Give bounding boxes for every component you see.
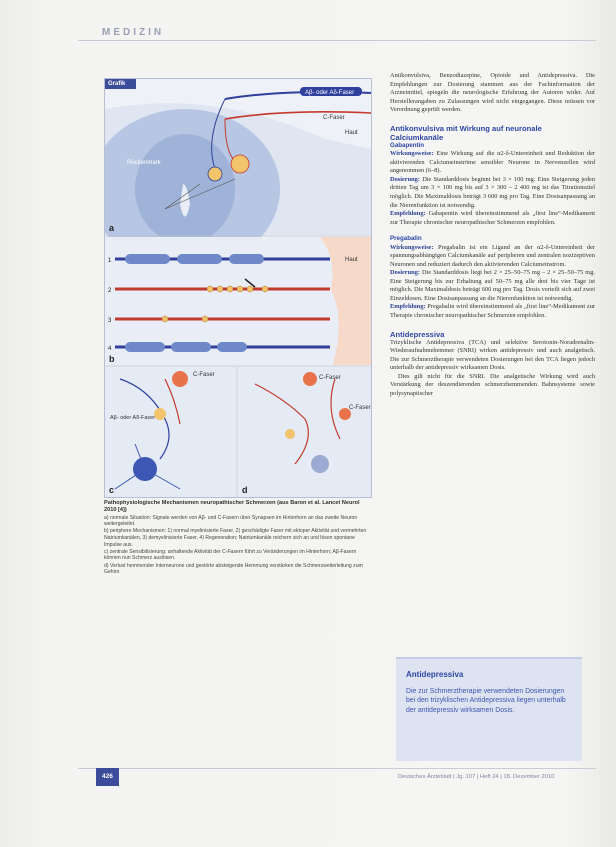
label-skin: Haut [345, 130, 358, 136]
caption-item: c) zentrale Sensibilisierung: anhaltende Aktivität der C-Fasern führt zu Veränderungen im Hinterhorn; Aβ-Fasern können nun Schmerz auslösen. [104, 548, 357, 562]
label-spinal-cord: Rückenmark [127, 160, 161, 166]
label-fiber-top: Aβ- oder Aδ-Faser [305, 90, 355, 96]
label-c-fiber-c: C-Faser [193, 372, 215, 378]
page-footer [96, 768, 596, 786]
heading-antikonvulsiva: Antikonvulsiva mit Wirkung auf neuronale Calciumkanäle [390, 123, 542, 142]
label-c-fiber: C-Faser [323, 115, 345, 121]
figure-illustration [105, 79, 371, 497]
gabapentin-mechanism: Wirkungsweise: Eine Wirkung auf die α2-δ-Untereinheit und Reduktion der aktivierenden Calciumeinströme sensibler Neurone in Nervenzellen wird angenommen (6–8). [390, 150, 595, 175]
article-column [390, 72, 595, 398]
caption-title: Pathophysiologische Mechanismen neuropathischer Schmerzen (aus Baron et al. Lancet Neurol 2010 [4]) [104, 500, 360, 513]
figure-panel [104, 78, 372, 498]
panel-label-d: d [242, 485, 248, 495]
row-label-2: 2 [108, 288, 112, 294]
panel-label-a: a [109, 223, 115, 233]
pregabalin-recommendation: Empfehlung: Pregabalin wird übereinstimmend als „first line“-Medikament zur Therapie chronischer neuropathischer Schmerzen empfohlen. [390, 303, 595, 320]
pregabalin-dosage: Dosierung: Die Standarddosis liegt bei 2 × 25–50–75 mg – 2 × 25–50–75 mg. Eine Steigerung bis zur Erhaltung auf 50–75 mg alle drei bis vier Tage ist möglich. Die Maximaldosis beträgt 600 mg pro Tag. Dosis verteilt sich auf zwei Einzeldosen. Eine Dosisanpassung an die Nierenfunktion ist notwendig. [390, 269, 595, 302]
figure-caption [104, 500, 372, 576]
label-skin-b: Haut [345, 257, 358, 263]
antidepressiva-paragraph-1: Trizyklische Antidepressiva (TCA) und selektive Serotonin-Noradrenalin-Wiederaufnahmehemmer (SNRI) wirken antidepressiv und auch analgetisch. Die zur Schmerztherapie verwendeten Dosierungen bei den TCA liegen jedoch unterhalb der antidepressiv wirksamen Dosis. [390, 338, 595, 372]
figure-tag: Grafik [105, 79, 136, 89]
row-label-3: 3 [108, 318, 112, 324]
label-c-fiber-d2: C-Faser [349, 405, 371, 411]
label-c-fiber-d1: C-Faser [319, 375, 341, 381]
caption-item: a) normale Situation: Signale werden von Aβ- und C-Fasern über Synapsen im Hinterhorn an das zweite Neuron weitergeleitet. [104, 514, 358, 528]
infobox-title: Antidepressiva [406, 670, 464, 679]
pregabalin-mechanism: Wirkungsweise: Pregabalin ist ein Ligand an der α2-δ-Untereinheit der spannungsabhängigen Calciumkanäle auf peripheren und zentralen nozizeptiven Neuronen und reduziert dadurch den aktivierenden Calciumeinstrom. [390, 243, 595, 268]
row-label-1: 1 [108, 258, 112, 264]
infobox-body: Die zur Schmerztherapie verwendeten Dosierungen bei den trizyklischen Antidepressiva liegen unterhalb der antidepressiv wirksamen Dosis. [406, 688, 566, 714]
panel-label-b: b [109, 354, 115, 364]
antidepressiva-paragraph-2: Dies gilt nicht für die SNRI. Die analgetische Wirkung wird auch Verstärkung der deszendierenden schmerzhemmenden Bahnsysteme sowie polysynaptischer [390, 372, 595, 397]
subheading-pregabalin: Pregabalin [390, 235, 422, 243]
label-ab-fiber-c: Aβ- oder Aδ-Faser [110, 415, 156, 421]
caption-item: d) Verlust hemmender Interneurone und gestörte absteigende Hemmung verstärken die Schmerzweiterleitung zum Gehirn. [104, 562, 363, 576]
panel-label-c: c [109, 485, 115, 495]
heading-antidepressiva: Antidepressiva [390, 329, 445, 339]
row-label-4: 4 [108, 346, 112, 352]
infobox [396, 657, 582, 761]
journal-info: Deutsches Ärzteblatt | Jg. 107 | Heft 24 | 18. Dezember 2010 [398, 774, 555, 780]
page-number: 426 [96, 768, 119, 786]
section-label: MEDIZIN [102, 27, 165, 38]
caption-item: b) periphere Mechanismen: 1) normal myelinisierte Faser, 2) geschädigte Faser mit ektoper Aktivität und vermehrten Natriumkanälen, 3) demyelinisierte Faser, 4) Regeneration; Natriumkanäle reichern sich an und lösen spontane Impulse aus. [104, 528, 367, 548]
gabapentin-dosage: Dosierung: Die Standarddosis beginnt bei 3 × 100 mg. Eine Steigerung jeden dritten Tag um 3 × 100 mg bis auf 3 × 300 – 2 400 mg ist das Titrationsziel möglich. Die Maximaldosis beträgt 3 600 mg pro Tag. Eine Dosisanpassung an die Nierenfunktion ist notwendig. [390, 175, 595, 209]
intro-paragraph: Antikonvulsiva, Benzodiazepine, Opioide und Antidepressiva. Die Empfehlungen zur Dosierung stammen aus der Fachinformation der Arzneimittel, spiegeln die neurologische Erfahrung der Autoren wider. Auf Herstellerangaben zu Zulassungen wird nicht eingegangen. Diese müssen vor Verordnung geprüft werden. [390, 72, 595, 114]
gabapentin-recommendation: Empfehlung: Gabapentin wird übereinstimmend als „first line“-Medikament zur Therapie chronischer neuropathischer Schmerzen empfohlen. [390, 210, 595, 226]
subheading-gabapentin: Gabapentin [390, 141, 425, 149]
